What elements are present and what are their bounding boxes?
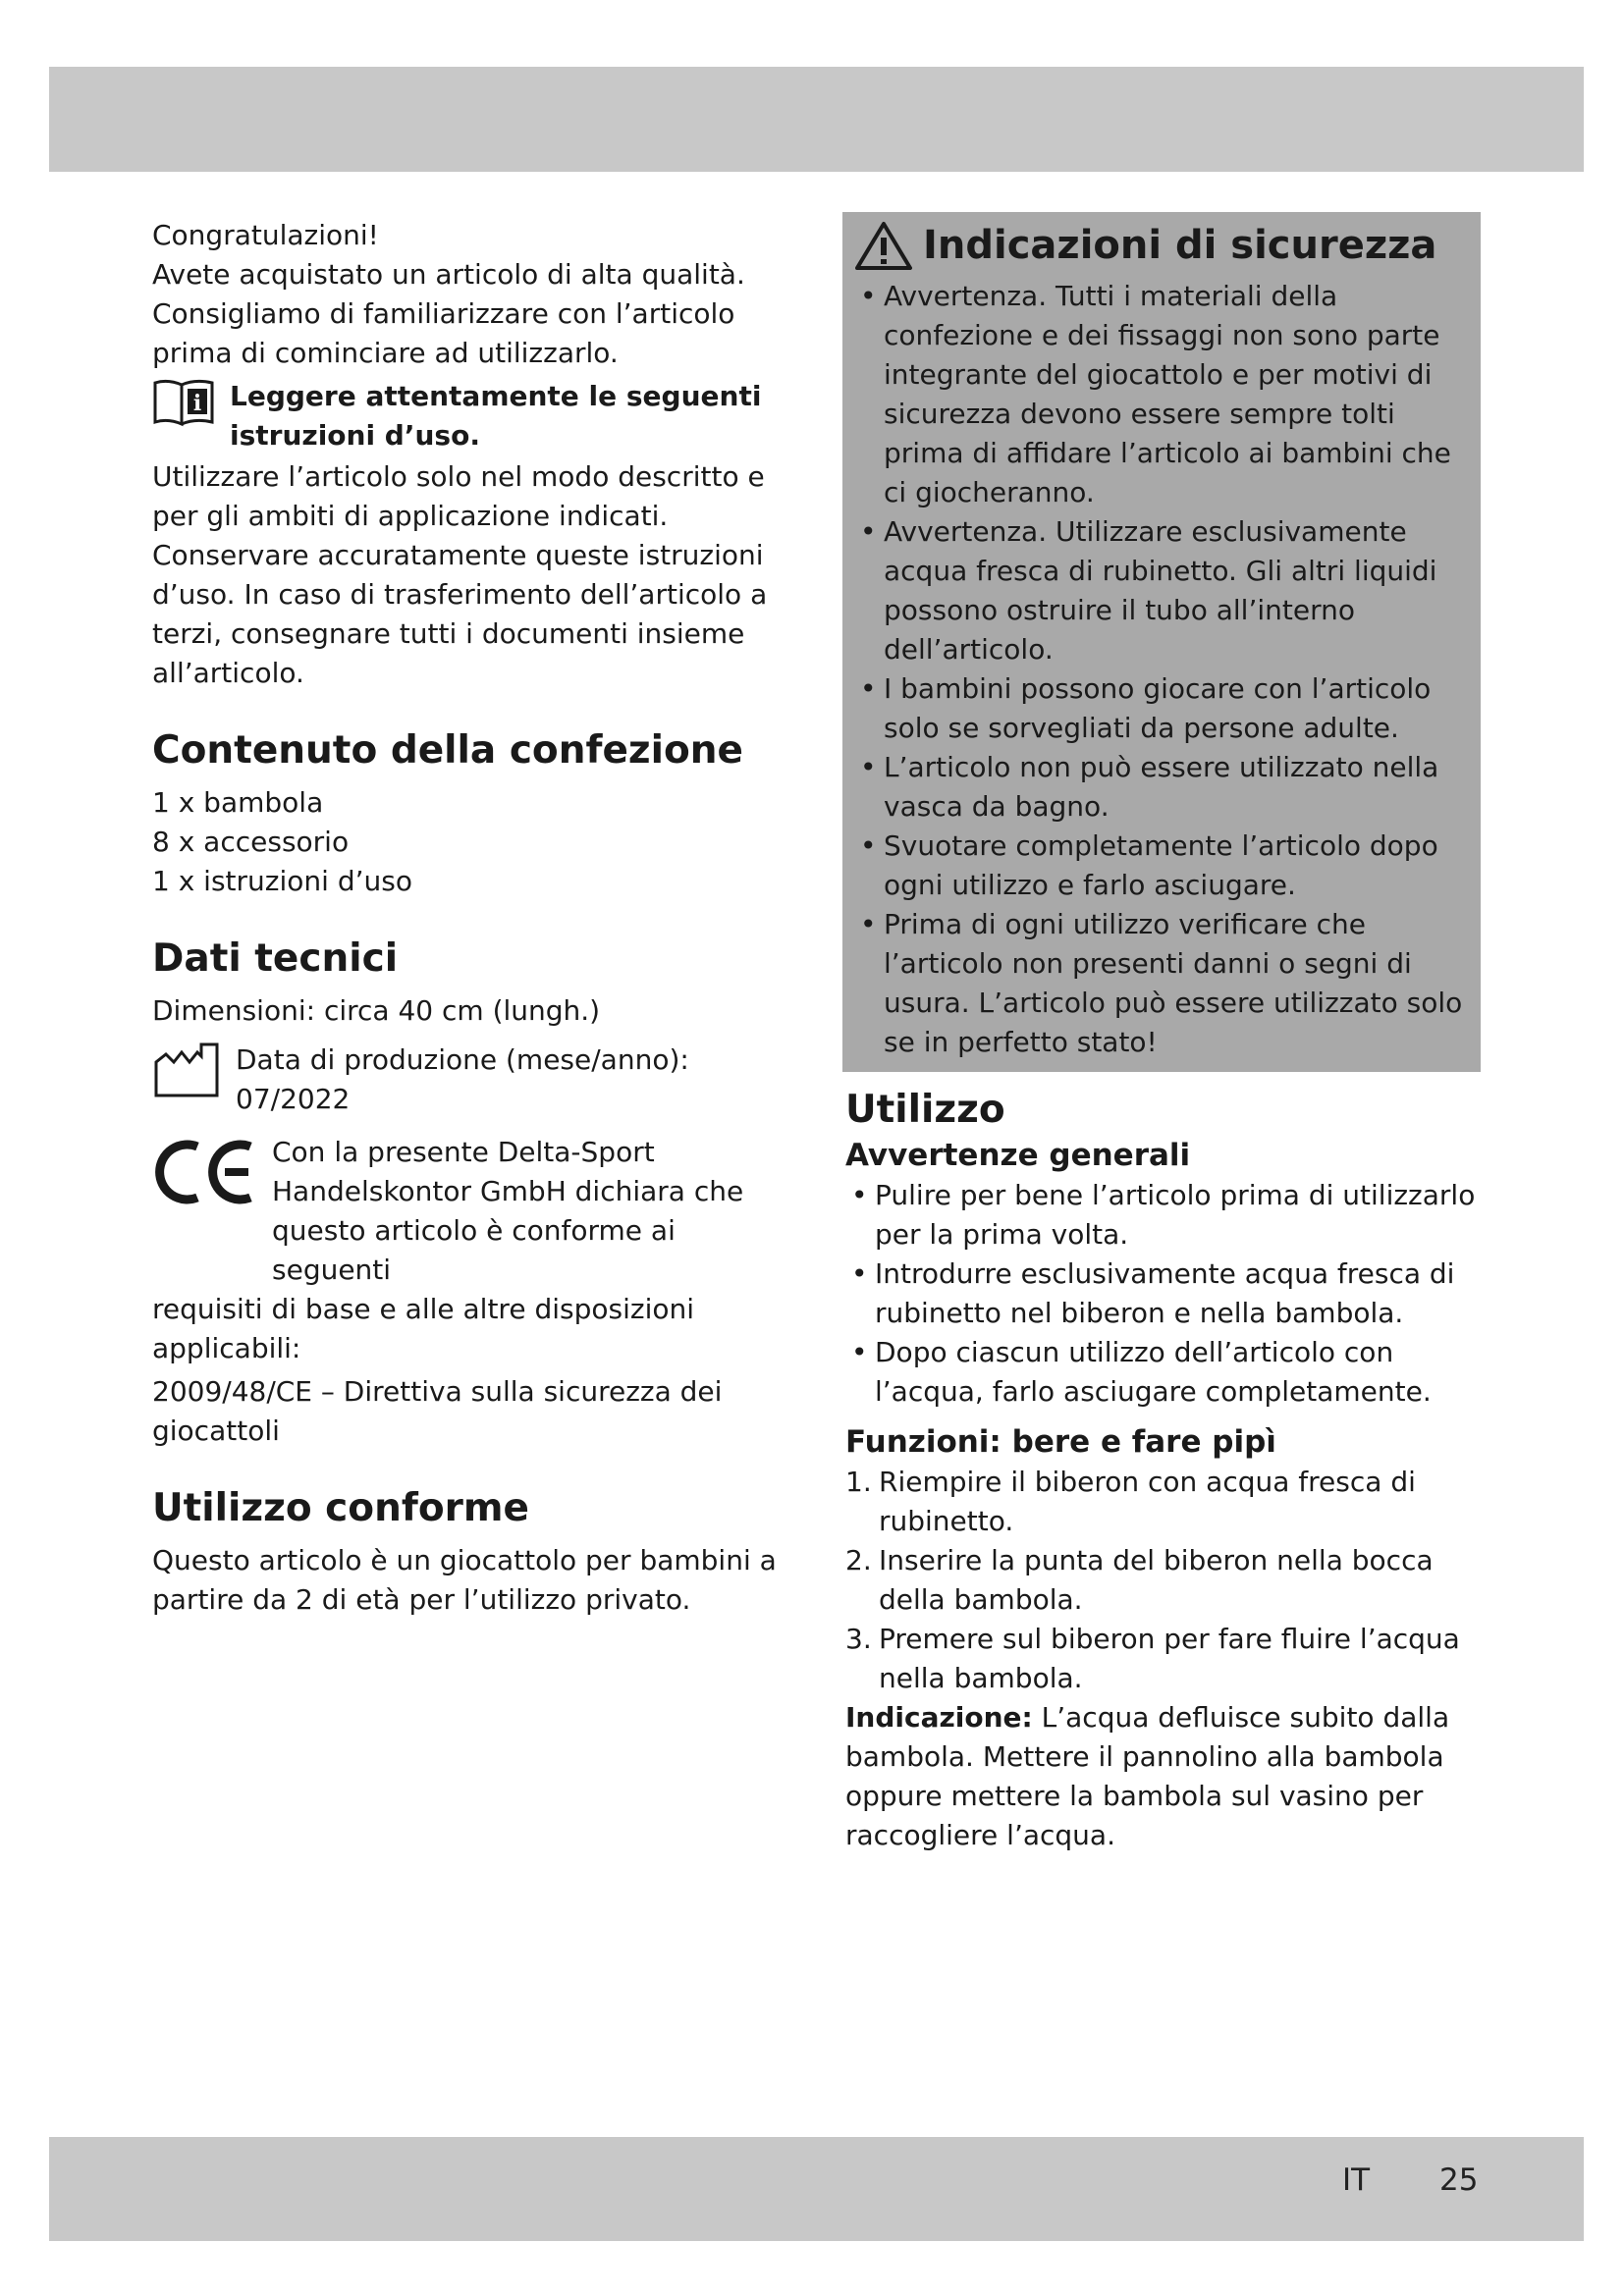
step-text: Riempire il biberon con acqua fresca di rubinetto.	[879, 1466, 1416, 1537]
manual-info-icon	[152, 377, 215, 428]
general-list	[845, 1176, 1484, 1412]
footer-language: IT	[1342, 2163, 1371, 2198]
general-item: • Pulire per bene l’articolo prima di utilizzarlo per la prima volta.	[845, 1176, 1484, 1255]
intro-text: Avete acquistato un articolo di alta qualità. Consigliamo di familiarizzare con l’articolo prima di cominciare ad utilizzarlo.	[152, 258, 745, 369]
contents-section	[152, 726, 790, 901]
note-label: Indicazione:	[845, 1701, 1033, 1734]
page-number: 25	[1439, 2163, 1479, 2198]
right-column	[845, 216, 1484, 1855]
safety-item: • I bambini possono giocare con l’articolo solo se sorvegliati da persone adulte.	[854, 669, 1471, 748]
safety-item: • Avvertenza. Utilizzare esclusivamente acqua fresca di rubinetto. Gli altri liquidi possono ostruire il tubo all’interno dell’articolo.	[854, 512, 1471, 669]
step-number: 2.	[845, 1544, 872, 1576]
contents-title: Contenuto della confezione	[152, 728, 743, 773]
safety-item: • L’articolo non può essere utilizzato nella vasca da bagno.	[854, 748, 1471, 827]
dimensions: Dimensioni: circa 40 cm (lungh.)	[152, 994, 601, 1027]
step-text: Inserire la punta del biberon nella bocca della bambola.	[879, 1544, 1434, 1616]
ce-text: Con la presente Delta-Sport Handelskontor GmbH dichiara che questo articolo è conforme ai seguenti	[272, 1136, 744, 1286]
contents-item: 1 x bambola	[152, 786, 324, 819]
ce-mark-icon	[152, 1133, 260, 1211]
intended-section	[152, 1484, 790, 1620]
production-date-icon	[152, 1041, 221, 1099]
production-value: 07/2022	[236, 1083, 351, 1115]
contents-item: 1 x istruzioni d’uso	[152, 865, 412, 897]
step-item	[845, 1463, 1484, 1541]
ce-row	[152, 1133, 790, 1290]
safety-item: • Avvertenza. Tutti i materiali della confezione e dei fissaggi non sono parte integrante del giocattolo e per motivi di sicurezza devono essere sempre tolti prima di affidare l’articolo ai bambini che ci giocheranno.	[854, 277, 1471, 512]
step-item	[845, 1620, 1484, 1698]
intended-text: Questo articolo è un giocattolo per bambini a partire da 2 di età per l’utilizzo privato.	[152, 1544, 777, 1616]
general-item: • Introdurre esclusivamente acqua fresca di rubinetto nel biberon e nella bambola.	[845, 1255, 1484, 1333]
intended-title: Utilizzo conforme	[152, 1486, 529, 1530]
greeting: Congratulazioni!	[152, 219, 379, 251]
svg-text:i: i	[192, 391, 202, 416]
note-paragraph	[845, 1698, 1484, 1855]
left-column	[152, 216, 790, 1620]
production-label: Data di produzione (mese/anno):	[236, 1043, 689, 1076]
safety-item: • Prima di ogni utilizzo verificare che l’articolo non presenti danni o segni di usura. L’articolo può essere utilizzato solo se in perfetto stato!	[854, 905, 1471, 1062]
safety-item: • Svuotare completamente l’articolo dopo ogni utilizzo e farlo asciugare.	[854, 827, 1471, 905]
contents-item: 8 x accessorio	[152, 826, 350, 858]
safety-list	[854, 277, 1471, 1062]
functions-title: Funzioni: bere e fare pipì	[845, 1424, 1276, 1460]
read-notice: Leggere attentamente le seguenti istruzioni d’uso.	[230, 380, 762, 452]
production-row	[152, 1041, 790, 1119]
safety-title: Indicazioni di sicurezza	[923, 223, 1437, 268]
step-number: 1.	[845, 1466, 872, 1498]
usage-text: Utilizzare l’articolo solo nel modo descritto e per gli ambiti di applicazione indicati. Conservare accuratamente queste istruzioni d’uso. In caso di trasferimento dell’articolo a terzi, consegnare tutti i documenti insieme all’articolo.	[152, 460, 768, 689]
steps-list	[845, 1463, 1484, 1698]
usage-section	[845, 1086, 1484, 1855]
read-notice-row	[152, 377, 790, 455]
usage-title: Utilizzo	[845, 1088, 1005, 1132]
tech-section	[152, 934, 790, 1451]
step-item	[845, 1541, 1484, 1620]
warning-icon	[854, 220, 913, 271]
note-text: L’acqua defluisce subito dalla bambola. Mettere il pannolino alla bambola oppure mettere la bambola sul vasino per raccogliere l’acqua.	[845, 1701, 1450, 1851]
step-number: 3.	[845, 1623, 872, 1655]
step-text: Premere sul biberon per fare fluire l’acqua nella bambola.	[879, 1623, 1460, 1694]
general-title: Avvertenze generali	[845, 1138, 1191, 1173]
general-item: • Dopo ciascun utilizzo dell’articolo con l’acqua, farlo asciugare completamente.	[845, 1333, 1484, 1412]
tech-title: Dati tecnici	[152, 936, 399, 981]
directive: 2009/48/CE – Direttiva sulla sicurezza dei giocattoli	[152, 1375, 723, 1447]
header-band	[49, 67, 1584, 172]
safety-box	[842, 212, 1481, 1072]
ce-text-cont: requisiti di base e alle altre disposizioni applicabili:	[152, 1293, 695, 1364]
safety-heading	[854, 220, 1471, 271]
